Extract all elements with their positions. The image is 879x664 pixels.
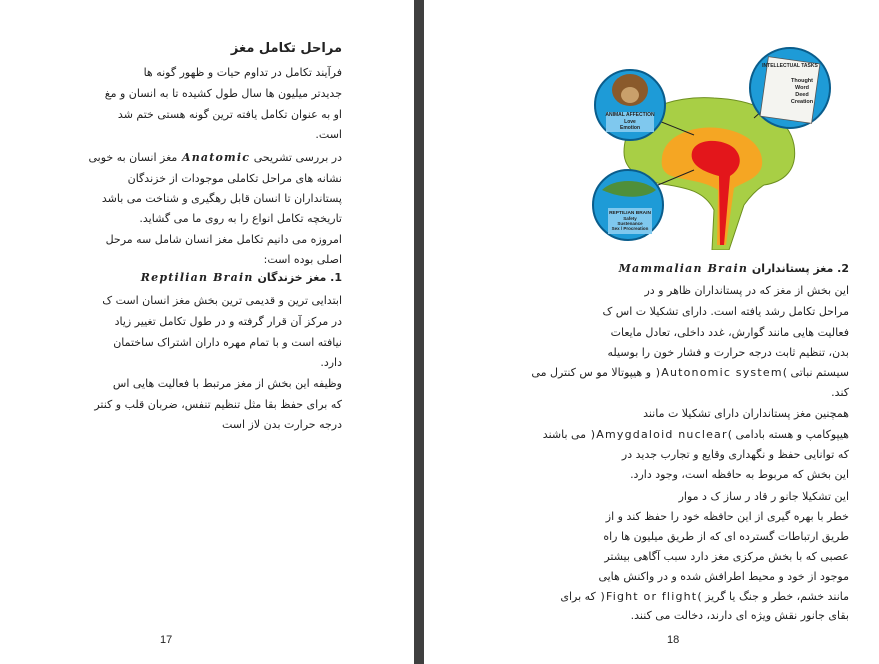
text-line: ابتدایی ترین و قدیمی ترین بخش مغز انسان است ک [102, 294, 342, 307]
page-title: مراحل تکامل مغز [230, 41, 342, 56]
text-line: امروزه می دانیم تکامل مغز انسان شامل سه مرحل [105, 233, 342, 246]
animal-item: Love [624, 119, 636, 125]
text-fragment: در بررسی تشریحی [253, 151, 342, 164]
reptilian-title: REPTILIAN BRAIN [609, 211, 651, 216]
text-line: کند. [831, 386, 849, 399]
text-line: پستانداران تا انسان قابل رهگیری و شناخت می باشد [101, 192, 342, 205]
animal-title: ANIMAL AFFECTION [605, 112, 655, 118]
text-line: او به عنوان تکامل یافته ترین گونه هستی ختم شد [117, 108, 342, 121]
left-page [0, 0, 414, 664]
text-line: در مرکز آن قرار گرفته و در طول تکامل تغییر زیاد [114, 315, 342, 328]
reptilian-item: Safety [623, 216, 637, 221]
animal-item: Emotion [620, 125, 640, 131]
intellectual-item: Deed [795, 92, 809, 98]
text-line: جدیدتر میلیون ها سال طول کشیده تا به انسان و مغ [104, 87, 342, 100]
section-number: 2. [837, 262, 849, 275]
intellectual-item: Word [795, 85, 809, 91]
text-fragment: مغز انسان به خوبی [88, 151, 178, 164]
ape-face-icon [621, 87, 639, 103]
section-title: مغز پستانداران [751, 262, 834, 275]
text-line: که برای حفظ بقا مثل تنظیم تنفس، ضربان قلب و کنتر [94, 398, 342, 411]
section-title: مغز خزندگان [257, 271, 327, 284]
text-line [88, 151, 342, 165]
term-latin: Mammalian Brain [618, 262, 749, 275]
text-line: تاریخچه تکامل انواع را به روی ما می گشاید. [139, 212, 342, 225]
text-line: نیافته است و با تمام مهره داران اشتراک ساختمان [113, 336, 342, 349]
page-number: 17 [160, 634, 173, 646]
triune-brain-diagram [584, 40, 844, 250]
text-line: مانند خشم، خطر و جنگ یا گریز )Fight or flight( که برای [560, 590, 849, 603]
page-number: 18 [667, 634, 680, 646]
section-number: 1. [330, 271, 342, 284]
text-line: این بخش از مغز که در پستانداران ظاهر و در [644, 284, 849, 297]
text-line: فرآیند تکامل در تداوم حیات و ظهور گونه ها [143, 66, 342, 79]
text-line: نشانه های مراحل تکاملی موجودات از خزندگان [127, 172, 342, 185]
text-line: موجود از خود و محیط اطرافش شده و در واکنش هایی [598, 570, 849, 583]
section-heading [141, 271, 342, 285]
text-line: فعالیت هایی مانند گوارش، غدد داخلی، تعادل مایعات [610, 326, 849, 339]
text-line: هیپوکامپ و هسته بادامی )Amygdaloid nuclear( می باشند [542, 428, 849, 441]
text-line: دارد. [320, 356, 342, 369]
page-gutter [414, 0, 424, 664]
text-line: درجه حرارت بدن لاز است [221, 418, 342, 431]
section-heading [619, 262, 849, 276]
text-line: این تشکیلا جانو ر قاد ر ساز ک د موار [678, 490, 849, 503]
term-latin: Anatomic [181, 151, 251, 164]
text-line: همچنین مغز پستانداران دارای تشکیلا ت مانند [643, 407, 849, 420]
text-line: این بخش که مربوط به حافظه است، وجود دارد. [630, 468, 849, 481]
text-line: عصبی که با بخش مرکزی مغز دارد سبب آگاهی بیشتر [604, 550, 849, 563]
text-line: وظیفه این بخش از مغز مرتبط با فعالیت هایی اس [112, 377, 342, 390]
text-line: سیستم نباتی )Autonomic system( و هیپوتالا مو س کنترل می [531, 366, 849, 379]
text-line: است. [315, 128, 342, 141]
text-line: خطر با بهره گیری از این حافظه خود را حفظ کند و از [605, 510, 849, 523]
text-line: مراحل تکامل رشد یافته است. دارای تشکیلا ت اس ک [602, 305, 849, 318]
right-page [424, 0, 879, 664]
intellectual-item: Thought [791, 78, 813, 84]
reptilian-item: Sex / Procreation [611, 226, 649, 231]
intellectual-title: INTELLECTUAL TASKS [762, 63, 818, 69]
term-latin: Reptilian Brain [140, 271, 254, 284]
text-line: طریق ارتباطات گسترده ای که از طریق میلیون ها راه [603, 530, 849, 543]
intellectual-item: Creation [790, 99, 814, 105]
text-line: بدن، تنظیم ثابت درجه حرارت و فشار خون را بوسیله [607, 346, 849, 359]
text-line: که توانایی حفظ و نگهداری وقایع و تجارب جدید در [621, 448, 849, 461]
text-line: بقای جانور نقش ویژه ای دارند، دخالت می کنند. [630, 609, 849, 622]
reptilian-item: Sustenance [617, 221, 643, 226]
text-line: اصلی بوده است: [263, 253, 342, 266]
